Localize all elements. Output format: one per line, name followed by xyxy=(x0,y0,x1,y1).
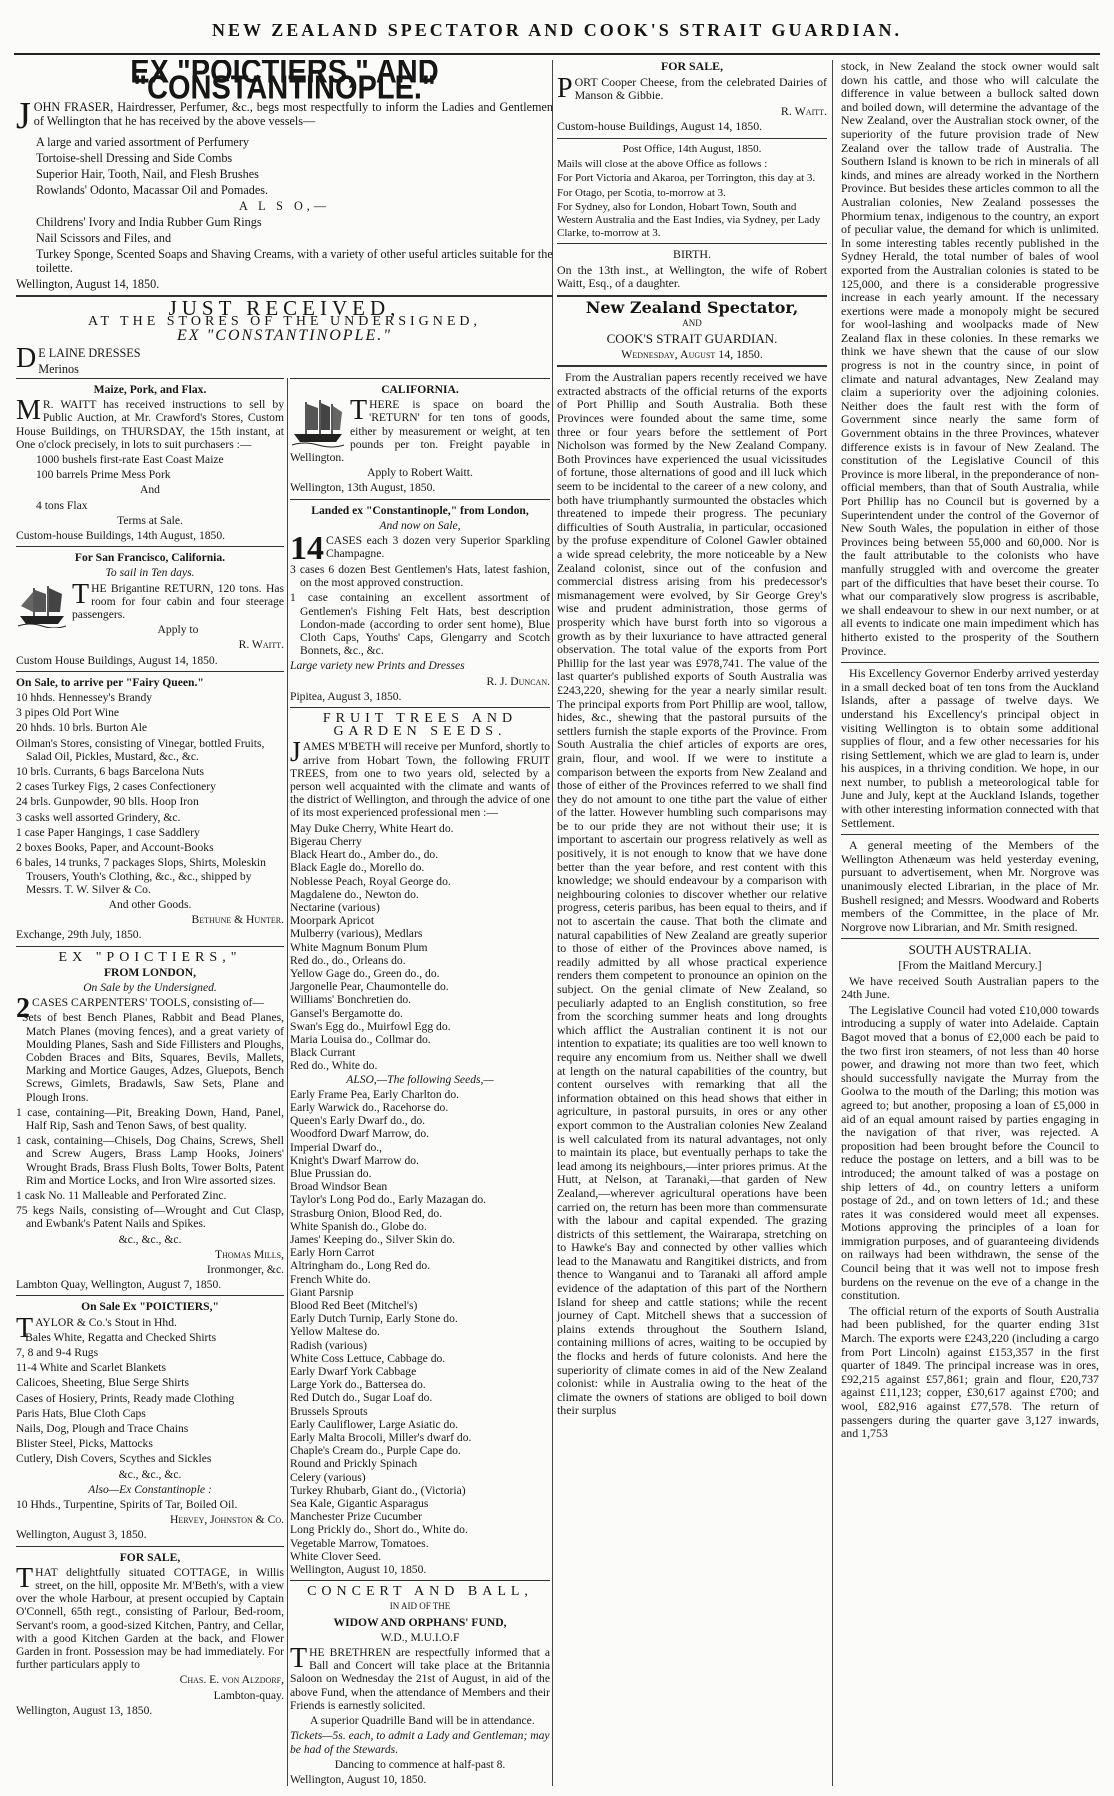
seed: White Clover Seed. xyxy=(290,1549,382,1563)
ad-tools-item: 75 kegs Nails, consisting of—Wrought and Cut Clasp, and Ewbank's Patent Nails and Spikes. xyxy=(16,1204,284,1231)
ad-maize-item: And xyxy=(140,483,160,497)
post-office-line: For Otago, per Scotia, to-morrow at 3. xyxy=(557,186,726,199)
ad-fruit-seeds-head: ALSO,—The following Seeds,— xyxy=(346,1072,494,1086)
ad-fraser-item: Tortoise-shell Dressing and Side Combs xyxy=(36,151,233,165)
fruit-tree: Maria Louisa do., Collmar do. xyxy=(290,1032,431,1046)
sub-column-a xyxy=(16,378,284,1788)
ad-taylor-item: Nails, Dog, Plough and Trace Chains xyxy=(16,1422,189,1436)
seed: Knight's Dwarf Marrow do. xyxy=(290,1153,419,1167)
ad-maize-item: 100 barrels Prime Mess Pork xyxy=(36,468,171,482)
seed: Chaple's Cream do., Purple Cape do. xyxy=(290,1444,461,1458)
ad-taylor-also-item: 10 Hhds., Turpentine, Spirits of Tar, Boiled Oil. xyxy=(16,1498,238,1512)
ad-landed-sub: And now on Sale, xyxy=(379,518,461,532)
divider xyxy=(557,138,827,139)
fruit-tree: Mulberry (various), Medlars xyxy=(290,927,423,941)
ad-port-cooper xyxy=(557,60,827,134)
ad-port-title: FOR SALE, xyxy=(660,60,724,73)
ad-tools-item: 1 cask, containing—Chisels, Dog Chains, Screws, Shell and Screw Augers, Brass Lamp Hooks, Joiners' Wrought Brads, Brass Flush Bolts, Tower Bolts, Patent Rim and Mortice Locks, and Iron Wire assorted sizes. xyxy=(16,1134,284,1187)
ad-cottage-title: FOR SALE, xyxy=(119,1550,181,1564)
ad-concert-head: CONCERT AND BALL, xyxy=(307,1584,533,1600)
divider xyxy=(16,1546,284,1547)
ad-maize-item: 4 tons Flax xyxy=(36,498,88,512)
fruit-tree: Bigerau Cherry xyxy=(290,834,362,848)
ad-fairy-title: On Sale, to arrive per "Fairy Queen." xyxy=(16,675,204,689)
ad-fairy-item: 20 hhds. 10 brls. Burton Ale xyxy=(16,721,148,735)
ad-maize-terms: Terms at Sale. xyxy=(117,513,183,527)
ad-fraser xyxy=(16,60,553,291)
seed-list xyxy=(290,1088,550,1563)
ad-taylor-title: On Sale Ex "POICTIERS," xyxy=(81,1300,219,1314)
ad-california-apply: Apply to Robert Waitt. xyxy=(367,466,473,480)
seed: James' Keeping do., Silver Skin do. xyxy=(290,1232,456,1246)
ad-taylor-also: Also—Ex Constantinople : xyxy=(88,1482,212,1496)
seed: Early Frame Pea, Early Charlton do. xyxy=(290,1087,460,1101)
paper-title-date: Wednesday, August 14, 1850. xyxy=(621,346,763,361)
ad-port-footer: Custom-house Buildings, August 14, 1850. xyxy=(557,119,763,134)
seed: Imperial Dwarf do., xyxy=(290,1140,383,1154)
seed: Red Dutch do., Sugar Loaf do. xyxy=(290,1391,433,1405)
ad-landed-item: 3 cases 6 dozen Best Gentlemen's Hats, latest fashion, on the most approved construction. xyxy=(290,563,550,590)
ad-sanfran-apply: Apply to xyxy=(157,623,199,637)
paper-title-name: New Zealand Spectator, xyxy=(585,297,799,317)
ad-fruit-head: FRUIT TREES AND GARDEN SEEDS. xyxy=(322,711,518,740)
ad-fairy-item: 24 brls. Gunpowder, 90 blls. Hoop Iron xyxy=(16,795,199,809)
seed: Round and Prickly Spinach xyxy=(290,1457,418,1471)
ad-sanfran-body: HE Brigantine RETURN, 120 tons. Has room for four cabin and four steerage passengers. xyxy=(72,581,284,622)
ad-concert-band: A superior Quadrille Band will be in attendance. xyxy=(310,1714,535,1728)
editorial-part-2: stock, in New Zealand the stock owner would salt down his cattle, and those who will calculate the difference in value between a bullock salted down and boiled down, will determine the advantage of the New Zealand, over the Australian stock owner, of the superiority of the future provision trade of New Zealand over the tallow trade of Australia. The Southern Island is known to be rich in minerals of all kinds, and mines are already worked in the Northern Province. But besides these articles common to all the Australian colonies, New Zealand possesses the Phormium tenax, indigenous to the country, an export of peculiar value, the demand for which is unlimited. In some interesting tables recently published in the Sydney Herald, the total number of bales of wool exported from the Australian colonies is stated to be 125,000, and there is a considerable progressive increase in each yearly amount. If the necessary exertions were made a monopoly might be secured for wool-lashing and woolpacks made of New Zealand flax in these colonies. In these remarks we think we have shewn that the cause of our slow progress is not in the country since, in point of climate and natural advantages, New Zealand may claim a superiority over the adjoining colonies. Neither does the fault rest with the form of Government since nearly the same form of Government obtains in the three Provinces, whatever difference exists is in favour of New Zealand. The constitution of the Legislative Council of this Province is more liberal, in the preponderance of non-official members, than that of South Australia, while Port Phillip has no Council but is governed by a Superintendent under the control of the Governor of New South Wales, the population in either of those Provinces being between 55,000 and 60,000. Nor is the fault attributable to the colonists who have manfully struggled with and overcome the greater part of the difficulties that have beset their course. To what our comparatively slow progress is ascribable, we shall endeavour to shew in our next number, or at all events to indicate one main impediment which has hitherto existed to the prosperity of the Southern Province. xyxy=(841,60,1099,658)
fruit-tree: Moorpark Apricot xyxy=(290,914,375,928)
ship-icon xyxy=(16,582,68,628)
fruit-tree: Gansel's Bergamotte do. xyxy=(290,1006,403,1020)
seed: Turkey Rhubarb, Giant do., (Victoria) xyxy=(290,1483,466,1497)
seed: Early Dutch Turnip, Early Stone do. xyxy=(290,1312,458,1326)
fruit-tree: White Magnum Bonum Plum xyxy=(290,940,428,954)
ad-tools-sub2: On Sale by the Undersigned. xyxy=(83,980,217,994)
south-australia-p3: The official return of the exports of South Australia had been published, for the quarter ending 31st March. The exports were £243,220 (including a cargo from Port Lincoln) against £153,357 in the first quarter of 1849. The principal increase was in ores, £92,215 against £57,861; grain and flour, £20,737 against £11,123; copper, £30,617 against £700; and wool, £82,916 against £77,578. The return of passengers during the quarter gave 3,127 inwards, and 1,753 xyxy=(841,1303,1099,1441)
fruit-tree: Black Currant xyxy=(290,1046,356,1060)
ad-just-head3: EX "CONSTANTINOPLE." xyxy=(177,327,392,344)
birth-notice xyxy=(557,248,827,291)
ad-tools-signer2: Ironmonger, &c. xyxy=(206,1262,284,1276)
ad-fraser-also: A L S O,— xyxy=(238,199,331,213)
ad-concert-sub3: W.D., M.U.I.O.F xyxy=(380,1630,460,1644)
seed: Yellow Maltese do. xyxy=(290,1325,380,1339)
ad-fairy-item: 2 boxes Books, Paper, and Account-Books xyxy=(16,841,214,855)
divider xyxy=(841,834,1099,835)
seed: Early Malta Brocoli, Miller's dwarf do. xyxy=(290,1431,472,1445)
drop-cap-2: 2 xyxy=(16,993,30,1025)
fruit-tree: Swan's Egg do., Muirfowl Egg do. xyxy=(290,1019,451,1033)
ad-just-head1: JUST RECEIVED, xyxy=(168,296,401,320)
ad-concert-dancing: Dancing to commence at half-past 8. xyxy=(334,1757,506,1771)
ad-fraser-item: A large and varied assortment of Perfumery xyxy=(36,135,249,149)
fruit-tree: Black Heart do., Amber do., do. xyxy=(290,848,439,862)
ad-fairy-item: And other Goods. xyxy=(108,897,192,911)
divider xyxy=(557,295,827,297)
ad-port-body: ORT Cooper Cheese, from the celebrated Dairies of Manson & Gibbie. xyxy=(574,74,827,103)
ad-fraser-intro: OHN FRASER, Hairdresser, Perfumer, &c., begs most respectfully to inform the Ladies and Gentlemen of Wellington that he has received by the above vessels— xyxy=(33,100,553,128)
seed: Vegetable Marrow, Tomatoes. xyxy=(290,1536,429,1550)
ad-sanfran-sub: To sail in Ten days. xyxy=(105,566,195,580)
birth-body: On the 13th inst., at Wellington, the wife of Robert Waitt, Esq., of a daughter. xyxy=(557,262,827,291)
ad-landed-item: Large variety new Prints and Dresses xyxy=(290,659,465,673)
fruit-tree: Black Eagle do., Morello do. xyxy=(290,861,425,875)
ad-taylor-item: Paris Hats, Blue Cloth Caps xyxy=(16,1406,146,1420)
divider xyxy=(16,546,284,547)
drop-cap-p: P xyxy=(557,72,573,104)
ad-fraser-item: Rowlands' Odonto, Macassar Oil and Pomades. xyxy=(36,183,269,197)
ad-concert-body: HE BRETHREN are respectfully informed that a Ball and Concert will take place at the Britannia Saloon on Wednesday the 21st of August, in aid of the above Fund, when the attendance of Members and their Friends is earnestly solicited. xyxy=(290,1646,550,1712)
seed: Early Dwarf York Cabbage xyxy=(290,1365,417,1379)
drop-cap-j: J xyxy=(290,737,301,769)
seed: Altringham do., Long Red do. xyxy=(290,1259,431,1273)
south-australia-p1: We have received South Australian papers to the 24th June. xyxy=(841,973,1099,1002)
ad-fairy-item: 3 casks well assorted Grindery, &c. xyxy=(16,810,181,824)
seed: Queen's Early Dwarf do., do. xyxy=(290,1114,426,1128)
ad-tools-etc: &c., &c., &c. xyxy=(118,1232,182,1246)
seed: Early Warwick do., Racehorse do. xyxy=(290,1100,449,1114)
seed: Celery (various) xyxy=(290,1470,366,1484)
ad-fairy-item: 2 cases Turkey Figs, 2 cases Confectionery xyxy=(16,780,216,794)
ad-taylor-item: Cases of Hosiery, Prints, Ready made Clothing xyxy=(16,1391,235,1405)
divider xyxy=(16,671,284,672)
ad-maize-body: R. WAITT has received instructions to sell by Public Auction, at Mr. Crawford's Stores, Custom House Buildings, on THURSDAY, the 15th instant, at One o'clock precisely, in lots to suit purchasers :— xyxy=(16,398,284,451)
ad-taylor-item: 7, 8 and 9-4 Rugs xyxy=(16,1346,99,1359)
ad-taylor-item: 11-4 White and Scarlet Blankets xyxy=(16,1361,167,1375)
divider xyxy=(290,707,550,708)
ad-cottage xyxy=(16,1551,284,1717)
post-office-line: Mails will close at the above Office as follows : xyxy=(557,157,768,170)
birth-title: BIRTH. xyxy=(673,247,711,262)
column-3 xyxy=(835,60,1101,1788)
ad-fraser-list2 xyxy=(16,215,553,275)
paper-title-block xyxy=(557,297,827,361)
ad-concert-sub2: WIDOW AND ORPHANS' FUND, xyxy=(333,1615,507,1629)
ad-taylor-item: Calicoes, Sheeting, Blue Serge Shirts xyxy=(16,1376,190,1390)
seed: Blue Prussian do. xyxy=(290,1166,372,1180)
post-office-title: Post Office, 14th August, 1850. xyxy=(622,142,762,155)
fruit-tree: Noblesse Peach, Royal George do. xyxy=(290,874,451,888)
ad-maize-footer: Custom-house Buildings, 14th August, 1850. xyxy=(16,529,226,543)
masthead-rule xyxy=(14,53,1100,55)
ad-tools-item: 1 case, containing—Pit, Breaking Down, Hand, Panel, Half Rip, Sash and Tenon Saws, of best quality. xyxy=(16,1105,284,1132)
seed: Giant Parsnip xyxy=(290,1285,354,1299)
south-australia-source: [From the Maitland Mercury.] xyxy=(898,958,1042,972)
divider xyxy=(841,938,1099,939)
seed: Blood Red Beet (Mitchel's) xyxy=(290,1299,418,1312)
seed: Sea Kale, Gigantic Asparagus xyxy=(290,1497,429,1511)
fruit-tree: Magdalene do., Newton do. xyxy=(290,887,419,901)
ad-fraser-item: Nail Scissors and Files, and xyxy=(36,231,172,245)
drop-cap-14: 14 xyxy=(290,530,324,568)
ad-port-signer: R. Waitt. xyxy=(780,103,827,118)
fruit-tree-list xyxy=(290,822,550,1073)
ad-concert-footer: Wellington, August 10, 1850. xyxy=(290,1772,427,1786)
ad-concert-tickets: Tickets—5s. each, to admit a Lady and Gentleman; may be had of the Stewards. xyxy=(290,1729,550,1756)
ad-fraser-item: Superior Hair, Tooth, Nail, and Flesh Brushes xyxy=(36,167,259,181)
divider xyxy=(16,1295,284,1296)
ad-cottage-place: Lambton-quay. xyxy=(213,1688,284,1702)
ad-california xyxy=(290,383,550,495)
seed: White Coss Lettuce, Cabbage do. xyxy=(290,1351,446,1365)
fruit-tree: Jargonelle Pear, Chaumontelle do. xyxy=(290,980,449,994)
divider xyxy=(290,1580,550,1581)
ad-fairy-item: 10 hhds. Hennessey's Brandy xyxy=(16,691,153,705)
masthead: NEW ZEALAND SPECTATOR AND COOK'S STRAIT GUARDIAN. xyxy=(212,20,902,40)
south-australia-head: SOUTH AUSTRALIA. xyxy=(908,942,1032,958)
ad-sanfran-signer: R. Waitt. xyxy=(238,638,284,652)
ad-california-body: HERE is space on board the 'RETURN' for ten tons of goods, either by measurement or weight, at ten pounds per ton. Freight payable in Wellington. xyxy=(290,398,550,465)
drop-cap-m: M xyxy=(16,395,41,427)
ad-tools-footer: Lambton Quay, Wellington, August 7, 1850. xyxy=(16,1278,222,1292)
ad-taylor-footer: Wellington, August 3, 1850. xyxy=(16,1528,147,1542)
fruit-tree: Nectarine (various) xyxy=(290,900,380,914)
seed: Radish (various) xyxy=(290,1338,367,1352)
south-australia-p2: The Legislative Council had voted £10,000 towards introducing a supply of water into Adelaide. Captain Bagot moved that a bonus of £2,000 each be paid to the two first iron steamers, of not less than 40 horse power, and drawing not more than two feet, which should successfully navigate the Murray from the Goolwa to the mouth of the Darling; this motion was agreed to; but another, proposing a loan of £5,000 in aid of an equal amount raised by parties engaging in the navigation of that river, was rejected. A proposition had been brought before the Council to reduce the postage on letters, and a bill was to be introduced; the amount talked of was a postage on ship letters of 4d., on country letters a uniform postage of 2d., and on town letters of 1d.; and these rates it was considered would meet all expenses. Motions approving the principles of a loan for immigration purposes, and of guaranteeing dividends on railways had been withdrawn, the sense of the Council being that it was well not to impose fresh burdens on the revenue on the eve of a change in the constitution. xyxy=(841,1002,1099,1303)
ad-tools-body: CASES CARPENTERS' TOOLS, consisting of— xyxy=(32,996,264,1010)
editorial-part-1: From the Australian papers recently received we have extracted abstracts of the official returns of the exports of Port Phillip and South Australia. Both these Provinces were founded about the same time, some three or four years before the settlement of Port Nicholson was formed by the New Zealand Company. Both Provinces have experienced the usual vicissitudes of fortune, those alternations of good and ill luck which seem to be incidental to the career of a new colony, and both have triumphantly surmounted the obstacles which threatened to impede their progress. The pecuniary difficulties of South Australia, in particular, occasioned by the profuse expenditure of Colonel Gawler obtained a wide spread celebrity, the more noticeable by a New Zealand colonist, since out of the confusion and commercial distress arising from his predecessor's mismanagement were evolved, by Sir George Grey's wise and prudent administration, those germs of prosperity which have burst forth into so vigorous a growth as by their luxuriance to have attracted general observation. The total value of the exports from Port Phillip for the last year was £978,741. The value of the last quarter's published exports of South Australia was £243,220, shewing for the year a nearly similar result. The principal exports from Port Phillip are wool, tallow, hides, &c., shewing that the pastoral pursuits of the settlers furnish the staple exports of the Province. From South Australia the chief articles of exports are ores, grain, flour, and wool. If we were to institute a comparison between the exports from New Zealand and those of either of the Provinces referred to we shall find they do not amount to one tithe part the value of either of the latter. However humbling such comparisons may be to our pride they are not without their use; it is important to ascertain our progress relatively as well as positively, it is not enough to know that we have done better than the year before, and rest content with this knowledge; we should endeavour by a comparison with neighbouring colonies to discover whether our relative progress, ceteris paribus, has been equal to theirs, and if not to ascertain the cause. That both the climate and natural capabilities of New Zealand are greatly superior to those of either of the Provinces above named, is readily admitted by all whose practical experience renders them competent to pronounce an opinion on the subject. On the genial climate of New Zealand, so peculiarly adapted to an English constitution, so free from the scorching summer heats and long droughts which afflict the Australian continent it is not our intention to expatiate; its qualities are too well known to require any encomium from us. Neither shall we dwell at length on the natural capabilities of the country, but content ourselves with remarking that all the information obtained on this head shows that either in agriculture, in pastoral pursuits, in ores or any other export common to the Australian colonies New Zealand is well calculated from its natural advantages, not only to maintain its place, but eventually perhaps to take the lead among its neighbours,—inter priores primus. At the Hutt, at Nelson, at Taranaki,—that garden of New Zealand,—wherever agricultural operations have been carried on, the return has been more than commensurate with the labour and capital expended. The grazing districts of this settlement, the Wairarapa, stretching on to Hawke's Bay and connected by other vallies which lead to the Manawatu and Rangitikei districts, and from thence to Wanganui and to Taranaki all afford ample evidence of the adaptation of this part of the Northern Island for sheep and cattle stations; while the recent journey of Capt. Mitchell shews that a succession of plains extends throughout the Southern Island, containing millions of acres, waiting to be occupied by the flocks and herds of future colonists. And here the superiority of climate comes in aid of the New Zealand colonist: while in Australia owing to the heat of the climate the owners of stations are obliged to boil down their surplus xyxy=(557,370,827,1418)
south-australia xyxy=(841,943,1099,1440)
ad-landed-title: Landed ex "Constantinople," from London, xyxy=(311,503,529,517)
ad-landed xyxy=(290,504,550,703)
drop-cap-d: D xyxy=(16,343,37,374)
ad-tools-item: 1 cask No. 11 Malleable and Perforated Zinc. xyxy=(16,1188,227,1202)
ad-fairy-queen xyxy=(16,676,284,942)
divider xyxy=(557,243,827,244)
wide-ads xyxy=(16,60,553,376)
ad-fairy-item: 10 brls. Currants, 6 bags Barcelona Nuts xyxy=(16,765,205,779)
divider xyxy=(557,365,827,367)
divider xyxy=(16,378,284,379)
fruit-tree: Red do., do., Orleans do. xyxy=(290,953,406,967)
seed: White Spanish do., Globe do. xyxy=(290,1219,427,1233)
ad-taylor xyxy=(16,1300,284,1541)
divider xyxy=(290,378,550,379)
ad-just-head2: AT THE STORES OF THE UNDERSIGNED, xyxy=(87,314,482,329)
ad-fraser-item: Turkey Sponge, Scented Soaps and Shaving Creams, with a variety of other useful articles suitable for the toilette. xyxy=(36,247,553,275)
ship-icon xyxy=(290,398,346,448)
ad-concert-sub1: IN AID OF THE xyxy=(389,1601,451,1612)
ad-cottage-body: HAT delightfully situated COTTAGE, in Willis street, on the hill, opposite Mr. M'Beth's, with a view over the whole Harbour, at present occupied by Captain O'Connell, 65th regt., consisting of Parlour, Bed-room, Servant's room, a good-sized Kitchen, Pantry, and Cellar, with a good Kitchen Garden at the back, and Flower Garden in front. Possession may be had immediately. For further particulars apply to xyxy=(16,1565,284,1672)
seed: Woodford Dwarf Marrow, do. xyxy=(290,1127,430,1141)
post-office-notice xyxy=(557,143,827,239)
ad-taylor-item: Blister Steel, Picks, Mattocks xyxy=(16,1437,153,1451)
ad-tools-signer: Thomas Mills, xyxy=(215,1247,284,1261)
ad-landed-body: CASES each 3 dozen very Superior Sparkling Champagne. xyxy=(326,534,550,561)
ad-concert xyxy=(290,1585,550,1786)
ad-cottage-footer: Wellington, August 13, 1850. xyxy=(16,1703,153,1717)
ad-cottage-signer: Chas. E. von Alzdorf, xyxy=(179,1673,284,1687)
ad-california-footer: Wellington, 13th August, 1850. xyxy=(290,481,436,495)
fruit-tree: Williams' Bonchretien do. xyxy=(290,993,412,1007)
ad-maize-item: 1000 bushels first-rate East Coast Maize xyxy=(36,453,224,467)
seed: Brussels Sprouts xyxy=(290,1404,368,1418)
ad-fraser-list1 xyxy=(16,135,553,197)
post-office-line: For Sydney, also for London, Hobart Town, South and Western Australia and the East Indies, via Sydney, per Lady Clarke, to-morrow at 3. xyxy=(557,201,821,239)
ad-tools-head: EX "POICTIERS," xyxy=(58,949,242,965)
ad-fairy-signer: Bethune & Hunter. xyxy=(191,913,284,927)
news-enderby: His Excellency Governor Enderby arrived yesterday in a small decked boat of ten tons from the Auckland Islands, after a passage of twelve days. We understand his Excellency's principal object in visiting Wellington is to obtain some additional supplies of flour, and a few other necessaries for his rising Settlement, which we are glad to learn is, under his auspices, in a thriving condition. We hope, in our next number, to publish a meteorological table for June and July, kept at the Auckland Islands, together with other interesting information connected with that Settlement. xyxy=(841,666,1099,830)
ad-california-title: CALIFORNIA. xyxy=(381,383,459,396)
ad-landed-signer: R. J. Duncan. xyxy=(486,674,550,688)
ad-taylor-body: AYLOR & Co.'s Stout in Hhd. xyxy=(35,1315,177,1329)
seed: Long Prickly do., Short do., White do. xyxy=(290,1523,468,1537)
seed: Early Cauliflower, Large Asiatic do. xyxy=(290,1417,459,1431)
drop-cap-j: J xyxy=(16,95,31,137)
seed: Large York do., Battersea do. xyxy=(290,1378,426,1392)
ad-taylor-signer: Hervey, Johnston & Co. xyxy=(169,1513,284,1527)
seed: Broad Windsor Bean xyxy=(290,1180,388,1194)
paper-title-sub: COOK'S STRAIT GUARDIAN. xyxy=(606,331,778,347)
ad-just-received xyxy=(16,296,553,376)
fruit-tree: May Duke Cherry, White Heart do. xyxy=(290,821,454,835)
ad-fruit-trees xyxy=(290,712,550,1576)
column-rule-sub xyxy=(287,378,288,1786)
news-athenaeum: A general meeting of the Members of the Wellington Athenæum was held yesterday evening, pursuant to advertisement, when Mr. Norgrove was unanimously elected Librarian, in the place of Mr. Bushell resigned; and Messrs. Woodward and Roberts members of the Committee, in the place of Mr. Norgrove now Librarian, and Mr. Smith resigned. xyxy=(841,838,1099,934)
ad-fairy-item: 3 pipes Old Port Wine xyxy=(16,706,120,720)
divider xyxy=(841,662,1099,663)
ad-fraser-item: Childrens' Ivory and India Rubber Gum Rings xyxy=(36,215,262,229)
seed: Manchester Prize Cucumber xyxy=(290,1510,422,1524)
ad-fairy-item: Oilman's Stores, consisting of Vinegar, bottled Fruits, Salad Oil, Pickles, Mustard, &c., &c. xyxy=(16,736,265,763)
drop-cap-t: T xyxy=(16,1312,34,1344)
column-2 xyxy=(553,60,831,1788)
seed: French White do. xyxy=(290,1272,371,1286)
ad-landed-footer: Pipitea, August 3, 1850. xyxy=(290,689,402,703)
seed: Strasburg Onion, Blood Red, do. xyxy=(290,1206,443,1220)
ad-tools xyxy=(16,951,284,1292)
ad-sanfrancisco xyxy=(16,551,284,667)
ad-maize xyxy=(16,383,284,542)
drop-cap-t: T xyxy=(16,1562,34,1594)
ad-just-line: E LAINE DRESSES xyxy=(38,346,141,360)
paper-title-and: AND xyxy=(682,317,702,328)
seed: Taylor's Long Pod do., Early Mazagan do. xyxy=(290,1193,487,1207)
ad-sanfran-footer: Custom House Buildings, August 14, 1850. xyxy=(16,653,218,667)
ad-fruit-body: AMES M'BETH will receive per Munford, shortly to arrive from Hobart Town, the following FRUIT TREES, from one to two years old, selected by a person well acquainted with the climate and wants of the district of Wellington, and through the advice of one of its most experienced professional men :— xyxy=(290,740,550,820)
ad-landed-item: 1 case containing an excellent assortment of Gentlemen's Fishing Felt Hats, best description London-made (according to order sent home), Blue Cloth Caps, Youths' Caps, Glengarry and Scotch Bonnets, &c., &c. xyxy=(290,591,550,658)
sub-column-b xyxy=(290,378,550,1788)
ad-fairy-item: 1 case Paper Hangings, 1 case Saddlery xyxy=(16,825,200,839)
ad-tools-sub1: FROM LONDON, xyxy=(103,965,197,979)
ad-taylor-item: Cutlery, Dish Covers, Scythes and Sickles xyxy=(16,1452,212,1466)
ad-fairy-item: 6 bales, 14 trunks, 7 packages Slops, Shirts, Moleskin Trousers, Youth's Clothing, &c., &c., shipped by Messrs. T. W. Silver & Co. xyxy=(16,856,266,896)
fruit-tree: Red do., White do. xyxy=(290,1059,378,1073)
ad-fraser-headline: EX "POICTIERS," AND "CONSTANTINOPLE." xyxy=(130,60,439,107)
post-office-line: For Port Victoria and Akaroa, per Torrington, this day at 3. xyxy=(557,172,816,185)
divider xyxy=(16,946,284,947)
drop-cap-t: T xyxy=(290,1643,308,1675)
ad-fairy-footer: Exchange, 29th July, 1850. xyxy=(16,928,142,942)
ad-just-line: Merinos xyxy=(38,362,79,376)
seed: Early Horn Carrot xyxy=(290,1246,375,1260)
ad-fraser-dateline: Wellington, August 14, 1850. xyxy=(16,277,160,291)
ad-fruit-footer: Wellington, August 10, 1850. xyxy=(290,1563,427,1577)
column-rule-2 xyxy=(832,60,833,1786)
drop-cap-t: T xyxy=(350,395,368,427)
ad-taylor-item: Bales White, Regatta and Checked Shirts xyxy=(25,1330,217,1344)
divider xyxy=(290,499,550,500)
ad-tools-item: Sets of best Bench Planes, Rabbit and Bead Planes, Match Planes (moving fences), and a great variety of Moulding Planes, Sash and Side Fillisters and Ploughs, Cobden Braces and Bits, Squares, Bevils, Mallets, Marking and Mortice Gauges, Adzes, Gluepots, Bench Screws, Gimlets, Bradawls, Saw Sets, Plane and Plough Irons. xyxy=(22,1011,284,1104)
ad-sanfran-title: For San Francisco, California. xyxy=(74,551,226,565)
drop-cap-t: T xyxy=(72,578,90,610)
fruit-tree: Yellow Gage do., Green do., do. xyxy=(290,966,440,980)
ad-maize-title: Maize, Pork, and Flax. xyxy=(93,383,207,396)
ad-taylor-item: &c., &c., &c. xyxy=(118,1467,182,1481)
